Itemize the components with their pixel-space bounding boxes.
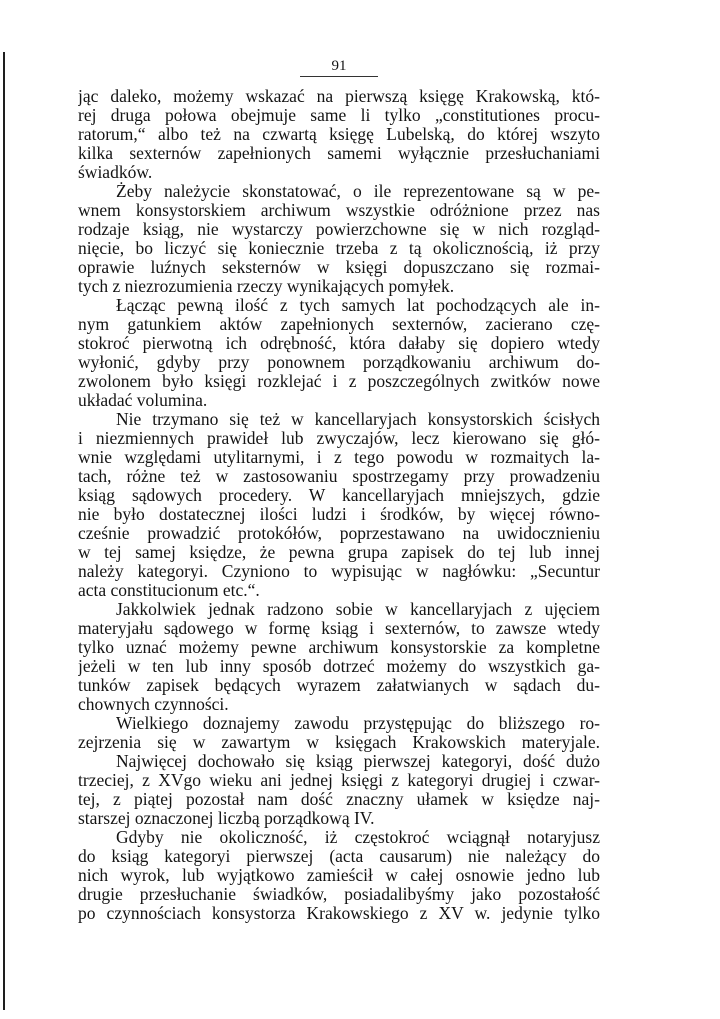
paragraph [78, 600, 600, 714]
text-line: acta constitucionum etc.“. [78, 581, 260, 600]
scan-edge-shadow [3, 52, 5, 1010]
text-line: tej, z piątej pozostał nam dość znaczny ułamek w księdze naj- [78, 790, 600, 809]
text-line: drugie przesłuchanie świadków, posiadalibyśmy jako pozostałość [78, 885, 600, 904]
text-line: chownych czynności. [78, 695, 229, 714]
text-line: ratorum,“ albo też na czwartą księgę Lubelską, do której wszyto [78, 125, 600, 144]
text-line: nie było dostatecznej ilości ludzi i środków, by więcej równo- [78, 505, 600, 524]
text-line: Żeby należycie skonstatować, o ile reprezentowane są w pe- [116, 182, 600, 201]
text-line: Jakkolwiek jednak radzono sobie w kancellaryjach z ujęciem [116, 600, 600, 619]
text-line: Łącząc pewną ilość z tych samych lat pochodzących ale in- [116, 296, 600, 315]
text-line: układać volumina. [78, 391, 208, 410]
text-line: kilka sexternów zapełnionych samemi wyłącznie przesłuchaniami [78, 144, 600, 163]
text-line: zejrzenia się w zawartym w księgach Krakowskich materyjale. [78, 733, 600, 752]
text-line: i niezmiennych prawideł lub zwyczajów, lecz kierowano się głó- [78, 429, 600, 448]
text-line: trzeciej, z XVgo wieku ani jednej księgi z kategoryi drugiej i czwar- [78, 771, 600, 790]
text-line: nym gatunkiem aktów zapełnionych sexternów, zacierano czę- [78, 315, 600, 334]
text-line: ksiąg sądowych procedery. W kancellaryjach mniejszych, gdzie [78, 486, 600, 505]
text-line: świadków. [78, 163, 153, 182]
text-line: do ksiąg kategoryi pierwszej (acta causarum) nie należący do [78, 847, 600, 866]
text-line: nich wyrok, lub wyjątkowo zamieścił w całej osnowie jedno lub [78, 866, 600, 885]
text-line: wyłonić, gdyby przy ponownem porządkowaniu archiwum do- [78, 353, 600, 372]
text-line: tylko uznać możemy pewne archiwum konsystorskie za kompletne [78, 638, 600, 657]
text-line: cześnie prowadzić protokółów, poprzestawano na uwidocznieniu [78, 524, 600, 543]
text-line: wnie względami utylitarnymi, i z tego powodu w rozmaitych la- [78, 448, 600, 467]
page-number-rule [300, 76, 378, 77]
text-line: materyjału sądowego w formę ksiąg i sexternów, to zawsze wtedy [78, 619, 600, 638]
paragraph [78, 828, 600, 923]
text-body [78, 87, 600, 923]
paragraph [78, 87, 600, 182]
paragraph [78, 752, 600, 828]
text-line: starszej oznaczonej liczbą porządkową IV. [78, 809, 375, 828]
page-number: 91 [331, 58, 347, 74]
text-line: rodzaje ksiąg, nie wystarczy powierzchowne się w nich rozgląd- [78, 220, 600, 239]
text-line: jeżeli w ten lub inny sposób dotrzeć możemy do wszystkich ga- [78, 657, 600, 676]
text-line: w tej samej księdze, że pewna grupa zapisek do tej lub innej [78, 543, 600, 562]
text-line: stokroć pierwotną ich odrębność, która dałaby się dopiero wtedy [78, 334, 600, 353]
text-line: wnem konsystorskiem archiwum wszystkie odróżnione przez nas [78, 201, 600, 220]
text-line: po czynnościach konsystorza Krakowskiego z XV w. jedynie tylko [78, 904, 600, 923]
text-line: oprawie luźnych seksternów w księgi dopuszczano się rozmai- [78, 258, 600, 277]
paragraph [78, 182, 600, 296]
text-line: rej druga połowa obejmuje same li tylko „constitutiones procu- [78, 106, 600, 125]
text-line: tach, różne też w zastosowaniu spostrzegamy przy prowadzeniu [78, 467, 600, 486]
text-line: należy kategoryi. Czyniono to wypisując w nagłówku: „Secuntur [78, 562, 600, 581]
text-line: Najwięcej dochowało się ksiąg pierwszej kategoryi, dość dużo [116, 752, 600, 771]
text-line: Wielkiego doznajemy zawodu przystępując do bliższego ro- [116, 714, 600, 733]
paragraph [78, 410, 600, 600]
text-line: tych z niezrozumienia rzeczy wynikających pomyłek. [78, 277, 455, 296]
text-line: Gdyby nie okoliczność, iż częstokroć wciągnął notaryjusz [116, 828, 600, 847]
text-line: tunków zapisek będących wyrazem załatwianych w sądach du- [78, 676, 600, 695]
text-line: zwolonem było księgi rozklejać i z poszczególnych zwitków nowe [78, 372, 600, 391]
paragraph [78, 714, 600, 752]
paragraph [78, 296, 600, 410]
text-line: nięcie, bo liczyć się koniecznie trzeba z tą okolicznością, iż przy [78, 239, 600, 258]
text-line: jąc daleko, możemy wskazać na pierwszą księgę Krakowską, któ- [78, 87, 600, 106]
text-line: Nie trzymano się też w kancellaryjach konsystorskich ścisłych [116, 410, 600, 429]
